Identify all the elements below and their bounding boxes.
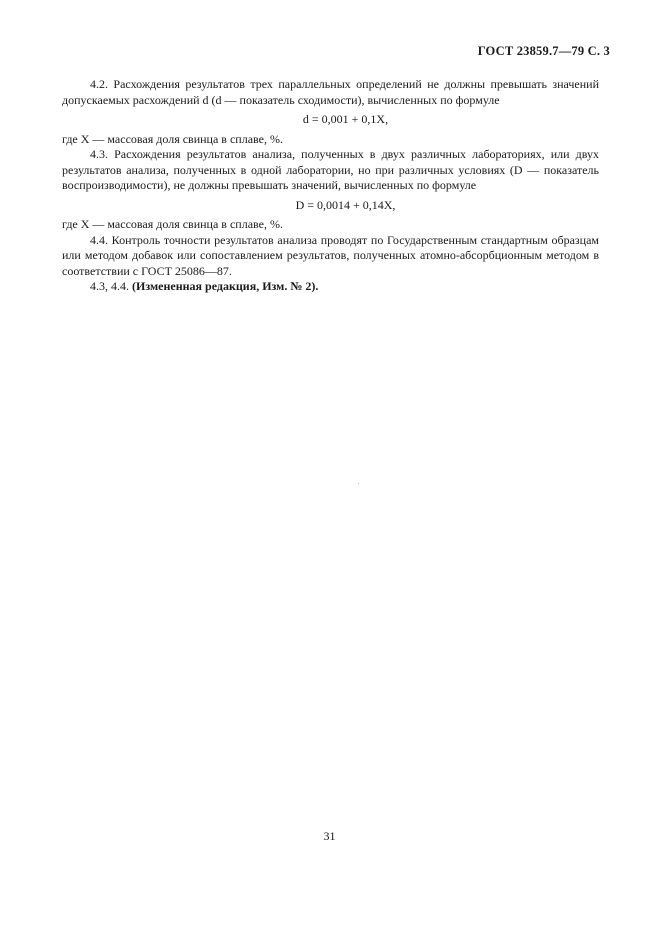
revision-prefix: 4.3, 4.4. bbox=[90, 279, 129, 293]
formula-reproducibility: D = 0,0014 + 0,14X, bbox=[295, 197, 396, 212]
paragraph-4-2: 4.2. Расхождения результатов трех параллельных определений не должны превышать значений допускаемых расхождений d (d — показатель сходимости), вычисленных по формуле bbox=[62, 77, 599, 107]
formula-explanation-1: где X — массовая доля свинца в сплаве, %. bbox=[62, 131, 283, 146]
paragraph-4-4: 4.4. Контроль точности результатов анализа проводят по Государственным стандартным образцам или методом добавок или сопоставлением результатов, полученных атомно-абсорбционным методом в соответствии с ГОСТ 25086—87. bbox=[62, 232, 599, 278]
revision-note-text: (Измененная редакция, Изм. № 2). bbox=[132, 279, 319, 293]
page-header: ГОСТ 23859.7—79 С. 3 bbox=[477, 44, 610, 58]
revision-note bbox=[62, 279, 599, 295]
paragraph-4-3: 4.3. Расхождения результатов анализа, полученных в двух различных лабораториях, или двух результатов анализа, полученных в одной лаборатории, но при различных условиях (D — показатель воспроизводимости), не должны превышать значений, вычисленных по формуле bbox=[62, 147, 599, 192]
document-body bbox=[62, 77, 599, 295]
page-number-text: 31 bbox=[323, 829, 336, 843]
page-number bbox=[0, 829, 661, 844]
scan-speck bbox=[358, 483, 359, 484]
formula-explanation-2: где X — массовая доля свинца в сплаве, %. bbox=[62, 217, 283, 231]
formula-convergence: d = 0,001 + 0,1X, bbox=[302, 112, 389, 126]
